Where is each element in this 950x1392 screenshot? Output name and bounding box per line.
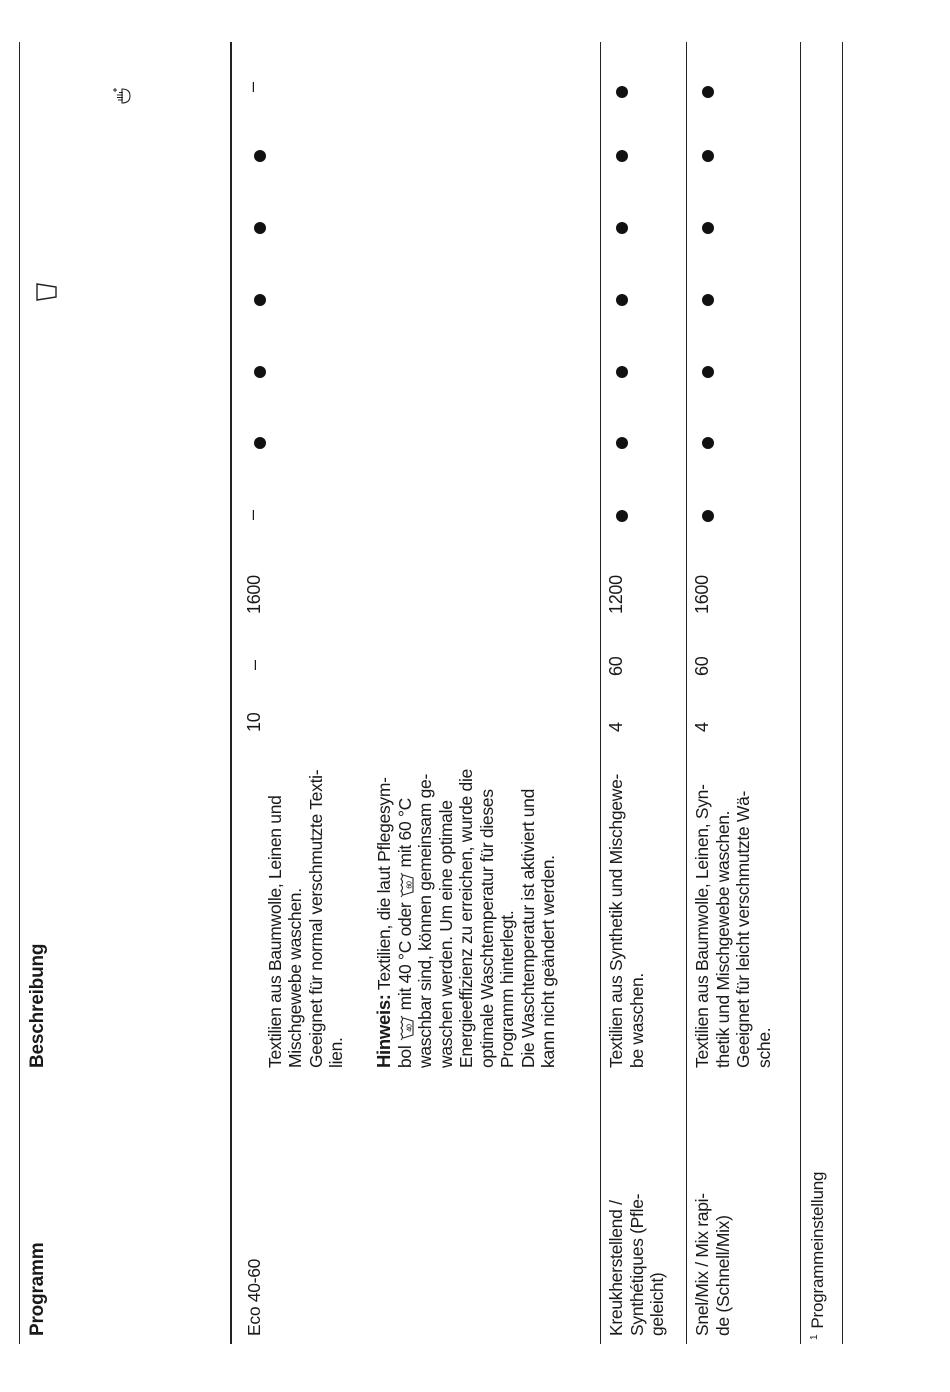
column-header-program: Programm bbox=[27, 1242, 48, 1336]
row-rule-1 bbox=[600, 42, 601, 1344]
basin-icon bbox=[35, 282, 59, 302]
bottom-rule bbox=[842, 42, 843, 1344]
row-temp-synthetics: 60 bbox=[606, 656, 626, 676]
row-rule-2 bbox=[686, 42, 687, 1344]
row-description-synthetics: Textilien aus Synthetik und Mischgewe- be waschen. bbox=[606, 773, 647, 1068]
row-spin-quickmix: 1600 bbox=[692, 575, 712, 614]
option-4 bbox=[702, 294, 714, 306]
option-5 bbox=[616, 222, 628, 234]
footnote bbox=[808, 1172, 828, 1340]
column-header-description: Beschreibung bbox=[27, 943, 48, 1068]
option-3 bbox=[254, 366, 266, 378]
description-note bbox=[374, 718, 559, 1068]
option-2 bbox=[254, 437, 266, 449]
footnote-text: Programmeinstellung bbox=[808, 1171, 827, 1329]
row-spin-synthetics: 1200 bbox=[606, 575, 626, 614]
option-2 bbox=[702, 437, 714, 449]
row-program-synthetics: Kreukherstellend / Synthétiques (Pfle- geleicht) bbox=[606, 1193, 667, 1336]
row-load-quickmix: 4 bbox=[692, 722, 712, 732]
row-load-synthetics: 4 bbox=[606, 722, 626, 732]
row-temp-eco: – bbox=[244, 660, 264, 670]
row-rule-3 bbox=[800, 42, 801, 1344]
note-text-3: mit 60 °C waschbar sind, können gemeinsam ge- waschen werden. Um eine optimale Energieeffizienz zu erreichen, wurde die optimale Waschtemperatur für dieses Programm hinterlegt. Die Waschtemperatur ist aktiviert und kann nicht geändert werden. bbox=[394, 769, 558, 1068]
wash-care-60-icon bbox=[399, 872, 414, 898]
option-7 bbox=[616, 86, 628, 98]
option-4 bbox=[254, 294, 266, 306]
option-1 bbox=[616, 510, 628, 522]
description-intro: Textilien aus Baumwolle, Leinen und Mischgewebe waschen. Geeignet für normal verschmutzte Texti- lien. bbox=[264, 769, 346, 1068]
wash-care-40-label: 40 bbox=[406, 1024, 413, 1032]
option-1 bbox=[702, 510, 714, 522]
option-6 bbox=[254, 150, 266, 162]
option-5 bbox=[702, 222, 714, 234]
top-rule bbox=[19, 42, 20, 1344]
row-description-eco bbox=[244, 718, 579, 1068]
option-2 bbox=[616, 437, 628, 449]
note-text-2: mit 40 °C oder bbox=[394, 898, 415, 1015]
note-label: Hinweis: bbox=[373, 994, 394, 1068]
option-3 bbox=[616, 366, 628, 378]
note-text-1: Textilien, die laut Pflegesym- bol bbox=[374, 777, 415, 1068]
option-7 bbox=[702, 86, 714, 98]
option-1: – bbox=[242, 509, 262, 520]
option-5 bbox=[254, 222, 266, 234]
row-spin-eco: 1600 bbox=[244, 575, 264, 614]
header-rule bbox=[230, 42, 232, 1344]
option-3 bbox=[702, 366, 714, 378]
footnote-marker: 1 bbox=[809, 1334, 820, 1340]
option-6 bbox=[616, 150, 628, 162]
option-7: – bbox=[242, 81, 262, 92]
handwash-plus-icon bbox=[112, 86, 134, 106]
wash-care-60-label: 60 bbox=[406, 881, 413, 889]
row-program-eco: Eco 40-60 bbox=[244, 1258, 264, 1336]
row-temp-quickmix: 60 bbox=[692, 656, 712, 676]
wash-care-40-icon bbox=[399, 1015, 414, 1041]
option-4 bbox=[616, 294, 628, 306]
row-load-eco: 10 bbox=[244, 712, 264, 732]
option-6 bbox=[702, 150, 714, 162]
row-description-quickmix: Textilien aus Baumwolle, Leinen, Syn- thetik und Mischgewebe waschen. Geeignet für leicht verschmutzte Wä- sche. bbox=[692, 784, 774, 1068]
row-program-quickmix: Snel/Mix / Mix rapi- de (Schnell/Mix) bbox=[692, 1193, 733, 1336]
